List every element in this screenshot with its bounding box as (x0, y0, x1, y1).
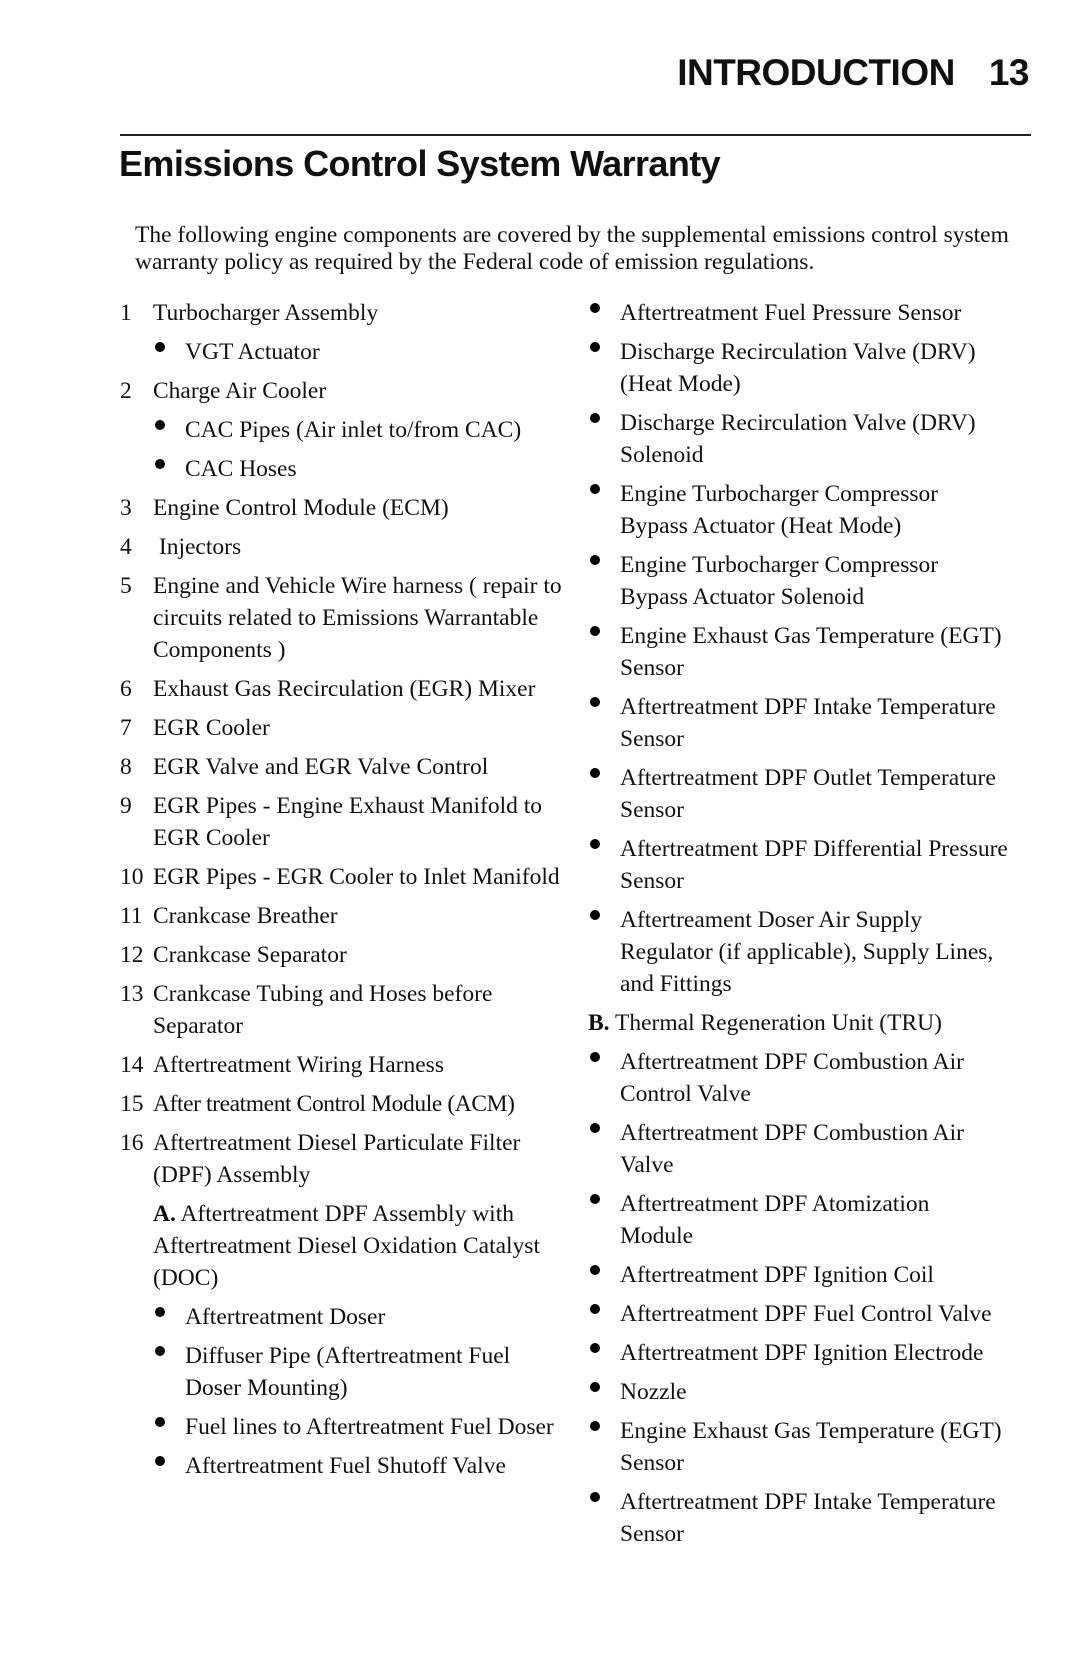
bullet-item (588, 336, 1008, 400)
bullet-icon (588, 1259, 620, 1291)
bullet-text: CAC Pipes (Air inlet to/from CAC) (185, 417, 522, 443)
bullet-text: Diffuser Pipe (Aftertreatment Fuel Doser Mounting) (185, 1343, 511, 1401)
bullet-text: VGT Actuator (185, 339, 320, 365)
bullet-icon (588, 297, 620, 329)
bullet-icon (588, 1415, 620, 1479)
bullet-item (120, 1411, 570, 1443)
bullet-text: Aftertreatment DPF Atomization Module (620, 1191, 930, 1249)
bullet-text: Aftertreatment DPF Outlet Temperature Sensor (620, 765, 996, 823)
bullet-item (588, 1415, 1008, 1479)
bullet-item (588, 297, 1008, 329)
intro-paragraph: The following engine components are covered by the supplemental emissions control system warranty policy as required by the Federal code of emission regulations. (135, 222, 1009, 275)
bullet-item (120, 1340, 570, 1404)
bullet-text: Discharge Recirculation Valve (DRV) Solenoid (620, 410, 976, 468)
bullet-text: Aftertreatment DPF Intake Temperature Sensor (620, 1489, 996, 1547)
subsection-b (588, 1007, 1008, 1039)
bullet-text: Engine Exhaust Gas Temperature (EGT) Sensor (620, 623, 1002, 681)
item-number: 13 (120, 981, 144, 1007)
bullet-icon (588, 1298, 620, 1330)
bullet-icon (588, 1337, 620, 1369)
bullet-icon (588, 1376, 620, 1408)
bullet-icon (588, 904, 620, 1000)
bullet-icon (588, 691, 620, 755)
list-item (120, 297, 570, 329)
list-item (120, 939, 570, 971)
bullet-item (588, 904, 1008, 1000)
right-column (588, 297, 1008, 1557)
bullet-text: Engine Turbocharger Compressor Bypass Actuator (Heat Mode) (620, 481, 939, 539)
list-item (120, 900, 570, 932)
bullet-text: CAC Hoses (185, 456, 297, 482)
bullet-icon (588, 549, 620, 613)
item-text: Charge Air Cooler (153, 378, 327, 404)
bullet-item (588, 1337, 1008, 1369)
bullet-text: Fuel lines to Aftertreatment Fuel Doser (185, 1414, 554, 1440)
bullet-item (120, 1301, 570, 1333)
item-number: 14 (120, 1052, 144, 1078)
bullet-item (588, 1046, 1008, 1110)
bullet-icon (588, 1046, 620, 1110)
running-header (677, 52, 1029, 94)
bullet-text: Discharge Recirculation Valve (DRV) (Heat Mode) (620, 339, 976, 397)
list-item (120, 531, 570, 563)
bullet-text: Aftertreament Doser Air Supply Regulator (if applicable), Supply Lines, and Fittings (620, 907, 994, 997)
item-text: EGR Pipes - Engine Exhaust Manifold to EGR Cooler (153, 793, 543, 851)
subsection-a (120, 1198, 570, 1294)
bullet-item (588, 1117, 1008, 1181)
list-item (120, 1127, 570, 1191)
item-number: 9 (120, 793, 132, 819)
bullet-text: Aftertreatment DPF Combustion Air Control Valve (620, 1049, 964, 1107)
list-item (120, 375, 570, 407)
item-text: Crankcase Tubing and Hoses before Separator (153, 981, 493, 1039)
item-text: EGR Pipes - EGR Cooler to Inlet Manifold (153, 864, 560, 890)
bullet-text: Aftertreatment DPF Ignition Coil (620, 1262, 934, 1288)
item-number: 11 (120, 903, 143, 929)
bullet-text: Aftertreatment Fuel Pressure Sensor (620, 300, 962, 326)
item-text: Aftertreatment Diesel Particulate Filter (DPF) Assembly (153, 1130, 521, 1188)
item-number: 4 (120, 534, 132, 560)
bullet-item (588, 407, 1008, 471)
item-number: 3 (120, 495, 132, 521)
bullet-icon (588, 1117, 620, 1181)
item-text: Crankcase Breather (153, 903, 338, 929)
item-number: 12 (120, 942, 144, 968)
bullet-icon (588, 407, 620, 471)
bullet-item (120, 453, 570, 485)
item-text: Crankcase Separator (153, 942, 347, 968)
bullet-item (120, 1450, 570, 1482)
header-rule (120, 134, 1031, 136)
item-text: After treatment Control Module (ACM) (153, 1091, 515, 1117)
subsection-text: Aftertreatment DPF Assembly with Aftertreatment Diesel Oxidation Catalyst (DOC) (153, 1201, 540, 1291)
bullet-text: Aftertreatment DPF Intake Temperature Sensor (620, 694, 996, 752)
item-number: 1 (120, 300, 132, 326)
bullet-icon (588, 1188, 620, 1252)
bullet-text: Aftertreatment DPF Fuel Control Valve (620, 1301, 992, 1327)
bullet-item (588, 691, 1008, 755)
list-item (120, 673, 570, 705)
list-item (120, 570, 570, 666)
item-number: 8 (120, 754, 132, 780)
list-item (120, 978, 570, 1042)
item-number: 15 (120, 1091, 144, 1117)
item-number: 7 (120, 715, 132, 741)
bullet-text: Aftertreatment DPF Ignition Electrode (620, 1340, 984, 1366)
bullet-icon (153, 1301, 185, 1333)
bullet-icon (153, 1450, 185, 1482)
bullet-icon (153, 414, 185, 446)
bullet-text: Aftertreatment DPF Differential Pressure Sensor (620, 836, 1008, 894)
list-item (120, 861, 570, 893)
bullet-item (588, 833, 1008, 897)
bullet-item (588, 1259, 1008, 1291)
bullet-item (588, 1486, 1008, 1550)
bullet-item (588, 620, 1008, 684)
bullet-icon (588, 762, 620, 826)
item-text: EGR Cooler (153, 715, 270, 741)
bullet-item (120, 336, 570, 368)
bullet-icon (153, 1340, 185, 1404)
bullet-icon (588, 620, 620, 684)
bullet-text: Engine Turbocharger Compressor Bypass Actuator Solenoid (620, 552, 939, 610)
bullet-icon (153, 453, 185, 485)
bullet-item (588, 1376, 1008, 1408)
item-text: EGR Valve and EGR Valve Control (153, 754, 489, 780)
bullet-text: Aftertreatment Doser (185, 1304, 386, 1330)
bullet-item (588, 478, 1008, 542)
item-text: Aftertreatment Wiring Harness (153, 1052, 444, 1078)
subsection-letter: B. (588, 1010, 610, 1036)
section-name: INTRODUCTION (677, 52, 955, 93)
item-text: Injectors (153, 534, 242, 560)
bullet-text: Aftertreatment Fuel Shutoff Valve (185, 1453, 506, 1479)
item-number: 5 (120, 573, 132, 599)
item-number: 2 (120, 378, 132, 404)
list-item (120, 1049, 570, 1081)
item-number: 16 (120, 1130, 144, 1156)
left-column (120, 297, 570, 1489)
item-number: 10 (120, 864, 144, 890)
bullet-item (120, 414, 570, 446)
list-item (120, 790, 570, 854)
bullet-icon (588, 1486, 620, 1550)
list-item (120, 751, 570, 783)
item-number: 6 (120, 676, 132, 702)
bullet-item (588, 762, 1008, 826)
page-title: Emissions Control System Warranty (119, 143, 721, 184)
item-text: Engine Control Module (ECM) (153, 495, 449, 521)
list-item (120, 712, 570, 744)
item-text: Turbocharger Assembly (153, 300, 379, 326)
page-number: 13 (988, 52, 1029, 93)
subsection-letter: A. (153, 1201, 176, 1227)
bullet-text: Aftertreatment DPF Combustion Air Valve (620, 1120, 964, 1178)
list-item (120, 1088, 570, 1120)
item-text: Exhaust Gas Recirculation (EGR) Mixer (153, 676, 536, 702)
bullet-icon (588, 336, 620, 400)
bullet-item (588, 1298, 1008, 1330)
bullet-icon (588, 478, 620, 542)
bullet-item (588, 1188, 1008, 1252)
list-item (120, 492, 570, 524)
bullet-text: Nozzle (620, 1379, 687, 1405)
bullet-icon (153, 1411, 185, 1443)
bullet-text: Engine Exhaust Gas Temperature (EGT) Sensor (620, 1418, 1002, 1476)
bullet-item (588, 549, 1008, 613)
item-text: Engine and Vehicle Wire harness ( repair to circuits related to Emissions Warrantable Components ) (153, 573, 562, 663)
subsection-text: Thermal Regeneration Unit (TRU) (615, 1010, 942, 1036)
bullet-icon (153, 336, 185, 368)
bullet-icon (588, 833, 620, 897)
